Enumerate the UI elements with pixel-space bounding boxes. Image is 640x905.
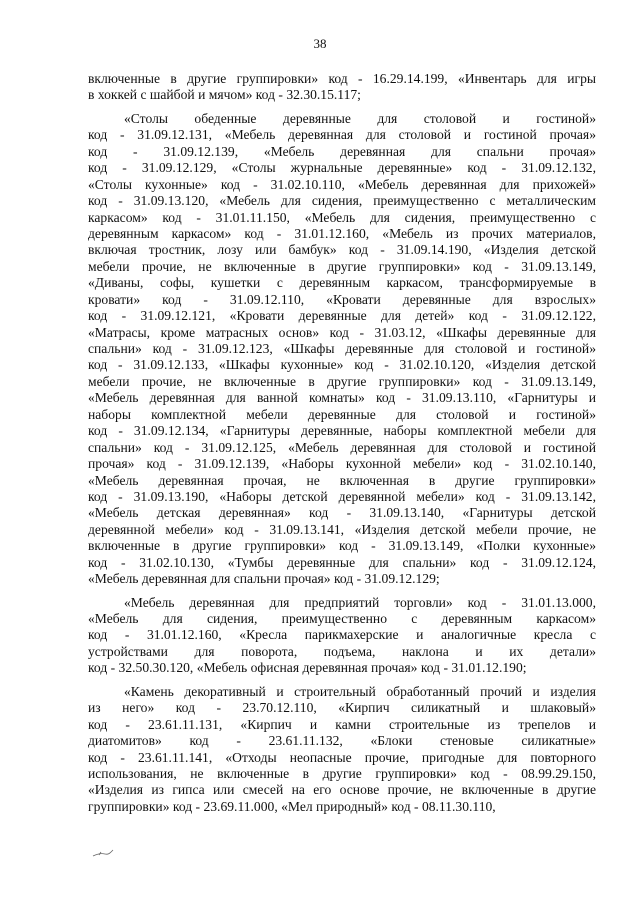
text-line: «Столы кухонные» код - 31.02.10.110, «Мебель деревянная для прихожей» — [88, 176, 596, 192]
text-line: код - 23.61.11.131, «Кирпич и камни строительные из трепелов и — [88, 716, 596, 732]
text-line: наборы комплектной мебели деревянные для столовой и гостиной» — [88, 406, 596, 422]
text-line: код - 31.09.13.190, «Наборы детской деревянной мебели» код - 31.09.13.142, — [88, 488, 596, 504]
text-line: использования, не включенные в другие группировки» код - 08.99.29.150, — [88, 765, 596, 781]
text-line: мебели прочие, не включенные в другие группировки» код - 31.09.13.149, — [88, 258, 596, 274]
text-line: код - 31.09.12.133, «Шкафы кухонные» код - 31.02.10.120, «Изделия детской — [88, 357, 596, 373]
text-line: «Мебель деревянная прочая, не включенная в другие группировки» — [88, 472, 596, 488]
text-line: код - 31.09.12.121, «Кровати деревянные для детей» код - 31.09.12.122, — [88, 308, 596, 324]
text-line: «Мебель для сидения, преимущественно с деревянным каркасом» — [88, 611, 596, 626]
text-line: «Диваны, софы, кушетки с деревянным каркасом, трансформируемые в — [88, 275, 596, 291]
text-line: в хоккей с шайбой и мячом» код - 32.30.15.117; — [88, 87, 361, 103]
text-line: спальни» код - 31.09.12.123, «Шкафы деревянные для столовой и гостиной» — [88, 341, 596, 356]
text-line: код - 31.01.12.160, «Кресла парикмахерские и аналогичные кресла с — [88, 627, 596, 643]
paragraph-gap — [88, 104, 596, 111]
text-line: включенные в другие группировки» код - 31.09.13.149, «Полки кухонные» — [88, 538, 596, 554]
text-line: «Мебель деревянная для ванной комнаты» код - 31.09.13.110, «Гарнитуры и — [88, 390, 596, 406]
text-line: деревянной мебели» код - 31.09.13.141, «Изделия детской мебели прочие, не — [88, 521, 596, 537]
document-body — [88, 71, 596, 815]
text-line: включенные в другие группировки» код - 16.29.14.199, «Инвентарь для игры — [88, 71, 596, 86]
text-line: прочая» код - 31.09.12.139, «Наборы кухонной мебели» код - 31.02.10.140, — [88, 456, 596, 472]
paragraph-gap — [88, 588, 596, 595]
handwritten-mark-icon — [92, 848, 114, 858]
text-line: «Изделия из гипса или смесей на его основе прочие, не включенные в другие — [88, 782, 596, 798]
text-line: из него» код - 23.70.12.110, «Кирпич силикатный и шлаковый» — [88, 700, 596, 716]
text-line: мебели прочие, не включенные в другие группировки» код - 31.09.13.149, — [88, 373, 596, 389]
text-line: код - 31.09.12.129, «Столы журнальные деревянные» код - 31.09.12.132, — [88, 160, 596, 176]
text-line: код - 23.61.11.141, «Отходы неопасные прочие, пригодные для повторного — [88, 749, 596, 765]
text-line: диатомитов» код - 23.61.11.132, «Блоки стеновые силикатные» — [88, 733, 596, 749]
page-number: 38 — [313, 36, 327, 51]
paragraph — [88, 111, 596, 588]
text-line: спальни» код - 31.09.12.125, «Мебель деревянная для столовой и гостиной — [88, 439, 596, 455]
paragraph — [88, 71, 596, 104]
text-line: код - 31.09.12.131, «Мебель деревянная для столовой и гостиной прочая» — [88, 127, 596, 143]
text-line: код - 31.09.12.139, «Мебель деревянная для спальни прочая» — [88, 143, 596, 159]
text-line: «Мебель деревянная для спальни прочая» код - 31.09.12.129; — [88, 571, 440, 587]
text-line: группировки» код - 23.69.11.000, «Мел природный» код - 08.11.30.110, — [88, 798, 496, 814]
text-line: деревянным каркасом» код - 31.01.12.160, «Мебель из прочих материалов, — [88, 225, 596, 241]
text-line: код - 31.09.12.134, «Гарнитуры деревянные, наборы комплектной мебели для — [88, 423, 596, 439]
paragraph — [88, 684, 596, 816]
text-line: каркасом» код - 31.01.11.150, «Мебель для сидения, преимущественно с — [88, 209, 596, 225]
text-line: включая тростник, лозу или бамбук» код - 31.09.14.190, «Изделия детской — [88, 242, 596, 258]
text-line: «Мебель деревянная для предприятий торговли» код - 31.01.13.000, — [124, 594, 596, 610]
text-line: «Столы обеденные деревянные для столовой и гостиной» — [124, 110, 596, 126]
text-line: «Камень декоративный и строительный обработанный прочий и изделия — [124, 683, 596, 699]
paragraph-gap — [88, 677, 596, 684]
text-line: устройствами для поворота, подъема, наклона и их детали» — [88, 643, 596, 659]
text-line: код - 31.02.10.130, «Тумбы деревянные для спальни» код - 31.09.12.124, — [88, 554, 596, 570]
text-line: код - 31.09.13.120, «Мебель для сидения, преимущественно с металлическим — [88, 193, 596, 209]
text-line: «Мебель детская деревянная» код - 31.09.13.140, «Гарнитуры детской — [88, 505, 596, 521]
text-line: кровати» код - 31.09.12.110, «Кровати деревянные для взрослых» — [88, 291, 596, 307]
text-line: код - 32.50.30.120, «Мебель офисная деревянная прочая» код - 31.01.12.190; — [88, 660, 527, 676]
text-line: «Матрасы, кроме матрасных основ» код - 31.03.12, «Шкафы деревянные для — [88, 324, 596, 340]
paragraph — [88, 595, 596, 677]
